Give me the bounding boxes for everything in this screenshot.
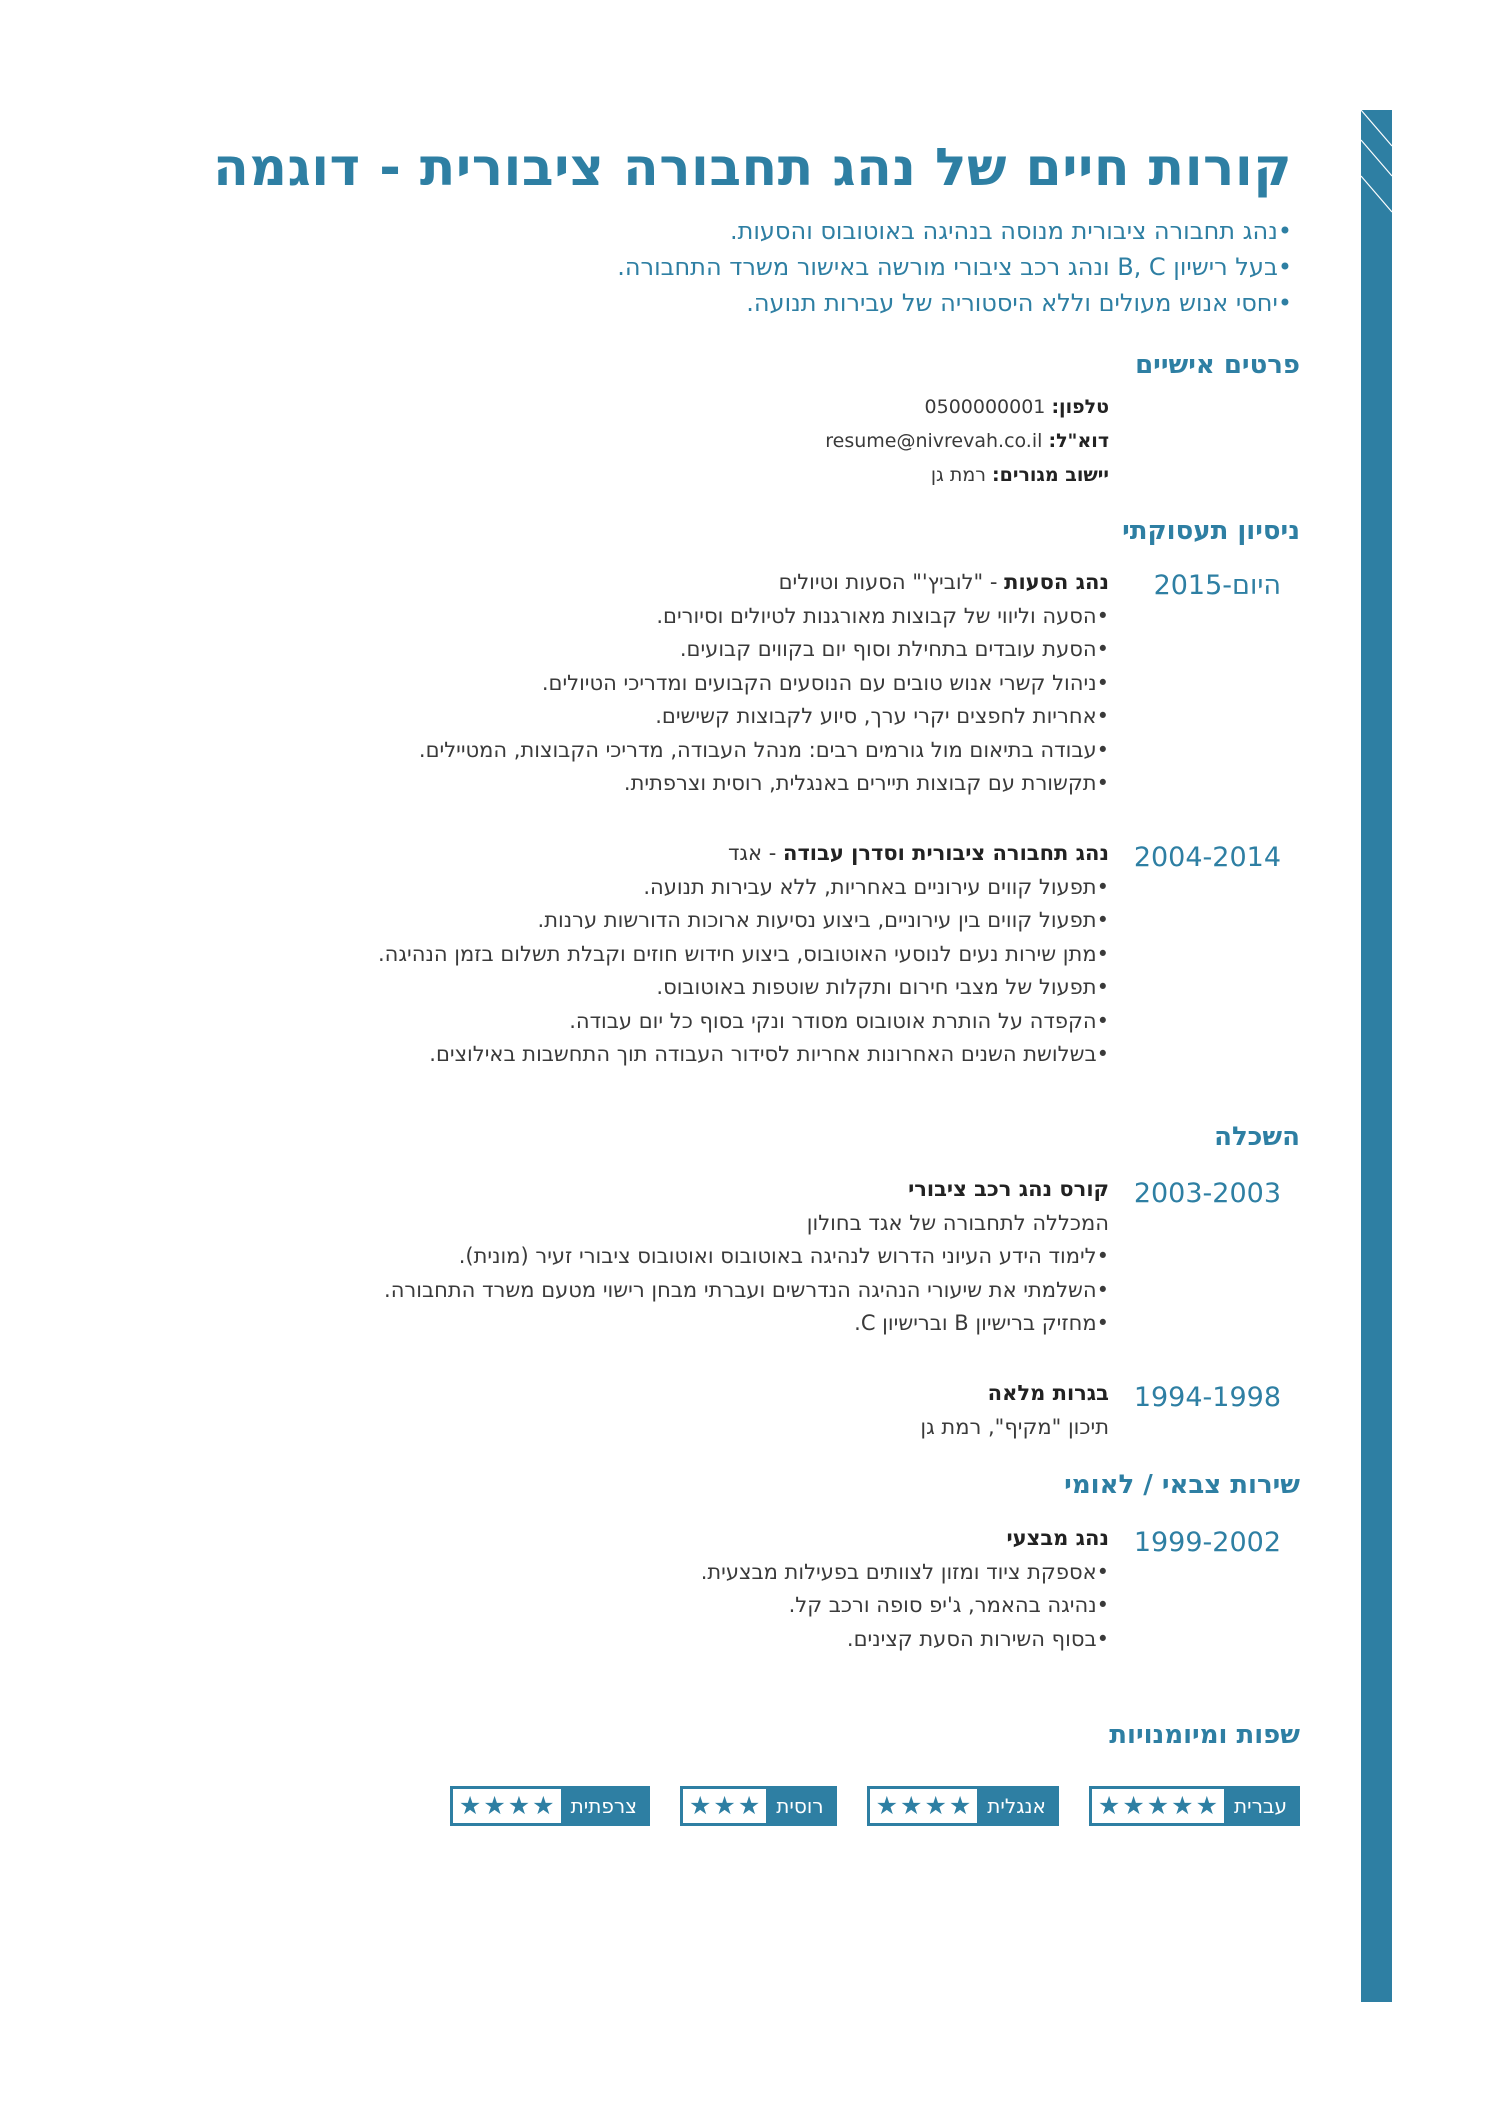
intro-line: •נהג תחבורה ציבורית מנוסה בנהיגה באוטובוס והסעות. — [729, 217, 1292, 245]
employer: - אגד — [727, 841, 784, 865]
star-icon: ★ — [688, 1791, 712, 1820]
bullet-item: •אחריות לחפצים יקרי ערך, סיוע לקבוצות קשישים. — [655, 704, 1109, 728]
bullet-item: •אספקת ציוד ומזון לצוותים בפעילות מבצעית. — [700, 1559, 1109, 1584]
section-heading-service: שירות צבאי / לאומי — [1064, 1470, 1300, 1500]
entry-heading — [701, 1522, 1109, 1556]
bullet-item: •תפעול קווים בין עירוניים, ביצוע נסיעות ארוכות הדורשות ערנות. — [537, 908, 1109, 932]
language-skills — [450, 1786, 1300, 1826]
bullet-item: •מתן שירות נעים לנוסעי האוטובוס, ביצוע חידוש חוזים וקבלת תשלום בזמן הנהיגה. — [377, 941, 1109, 966]
star-icon: ★ — [713, 1791, 736, 1820]
course-title: קורס נהג רכב ציבורי — [908, 1177, 1109, 1201]
language-rating — [1089, 1786, 1300, 1826]
language-name: רוסית — [766, 1789, 833, 1823]
experience-date: 2004-2014 — [1133, 842, 1281, 873]
service-role: נהג מבצעי — [1006, 1526, 1109, 1550]
entry-heading — [920, 1377, 1109, 1411]
language-name: אנגלית — [977, 1789, 1056, 1823]
star-icon: ★ — [948, 1791, 972, 1820]
service-date: 1999-2002 — [1133, 1527, 1281, 1558]
employer: - "לוביץ'" הסעות וטיולים — [778, 570, 1005, 594]
phone-label: טלפון: — [1051, 396, 1109, 418]
personal-details — [825, 390, 1109, 492]
star-icon: ★ — [1171, 1791, 1194, 1820]
intro-summary — [617, 213, 1292, 321]
experience-entry — [419, 566, 1109, 801]
course-title: בגרות מלאה — [987, 1381, 1109, 1405]
institution: תיכון "מקיף", רמת גן — [920, 1414, 1109, 1439]
language-name: צרפתית — [561, 1789, 647, 1823]
star-icon: ★ — [532, 1791, 555, 1820]
section-heading-personal: פרטים אישיים — [1135, 350, 1300, 380]
language-rating — [867, 1786, 1059, 1826]
language-rating — [680, 1786, 837, 1826]
bullet-item: •נהיגה בהאמר, ג'יפ סופה ורכב קל. — [788, 1593, 1109, 1617]
star-rating — [870, 1789, 978, 1823]
experience-date: 2015-היום — [1153, 570, 1281, 601]
entry-heading — [419, 566, 1109, 600]
bullet-item: •לימוד הידע העיוני הדרוש לנהיגה באוטובוס ואוטובוס ציבורי זעיר (מונית). — [458, 1244, 1109, 1268]
service-entry — [701, 1522, 1109, 1656]
star-rating — [453, 1789, 561, 1823]
star-icon: ★ — [1097, 1791, 1121, 1820]
email-label: דוא"ל: — [1048, 430, 1109, 452]
star-icon: ★ — [1122, 1791, 1145, 1820]
section-heading-languages: שפות ומיומנויות — [1109, 1720, 1300, 1750]
bullet-item: •השלמתי את שיעורי הנהיגה הנדרשים ועברתי מבחן רישוי מטעם משרד התחבורה. — [384, 1277, 1109, 1302]
section-heading-experience: ניסיון תעסוקתי — [1122, 516, 1300, 546]
bullet-item: •מחזיק ברישיון B וברישיון C. — [854, 1311, 1109, 1335]
email-value: resume@nivrevah.co.il — [825, 430, 1043, 452]
bullet-item: •ניהול קשרי אנוש טובים עם הנוסעים הקבועים ומדריכי הטיולים. — [541, 670, 1109, 695]
star-rating — [683, 1789, 766, 1823]
experience-entry — [378, 837, 1109, 1072]
bullet-item: •הסעה וליווי של קבוצות מאורגנות לטיולים וסיורים. — [656, 603, 1109, 628]
star-icon: ★ — [737, 1791, 761, 1820]
language-rating — [450, 1786, 650, 1826]
email-row — [825, 424, 1109, 458]
entry-heading — [378, 837, 1109, 871]
star-icon: ★ — [458, 1791, 482, 1820]
star-icon: ★ — [507, 1791, 531, 1820]
star-icon: ★ — [1195, 1791, 1218, 1820]
star-icon: ★ — [483, 1791, 506, 1820]
phone-value: 0500000001 — [924, 396, 1046, 418]
entry-heading — [384, 1173, 1109, 1207]
city-value: רמת גן — [930, 464, 986, 486]
bullet-item: •תפעול של מצבי חירום ותקלות שוטפות באוטובוס. — [656, 975, 1109, 999]
phone-row — [825, 390, 1109, 424]
star-icon: ★ — [1146, 1791, 1170, 1820]
education-entry — [384, 1173, 1109, 1341]
star-icon: ★ — [924, 1791, 947, 1820]
section-heading-education: השכלה — [1214, 1122, 1300, 1152]
intro-line: •בעל רישיון B, C ונהג רכב ציבורי מורשה באישור משרד התחבורה. — [617, 253, 1292, 281]
bullet-item: •תפעול קווים עירוניים באחריות, ללא עבירות תנועה. — [643, 874, 1109, 899]
bullet-item: •הסעת עובדים בתחילת וסוף יום בקווים קבועים. — [679, 637, 1109, 661]
education-date: 1994-1998 — [1133, 1382, 1281, 1413]
intro-line: •יחסי אנוש מעולים וללא היסטוריה של עבירות תנועה. — [746, 289, 1292, 317]
star-icon: ★ — [875, 1791, 899, 1820]
city-row — [825, 458, 1109, 492]
job-title: נהג הסעות — [1004, 570, 1109, 594]
job-title: נהג תחבורה ציבורית וסדרן עבודה — [783, 841, 1109, 865]
education-entry — [920, 1377, 1109, 1444]
education-date: 2003-2003 — [1133, 1178, 1281, 1209]
star-icon: ★ — [900, 1791, 923, 1820]
bullet-item: •בסוף השירות הסעת קצינים. — [846, 1626, 1109, 1651]
language-name: עברית — [1224, 1789, 1297, 1823]
bullet-item: •תקשורת עם קבוצות תיירים באנגלית, רוסית וצרפתית. — [623, 771, 1109, 795]
star-rating — [1092, 1789, 1224, 1823]
bullet-item: •הקפדה על הותרת אוטובוס מסודר ונקי בסוף כל יום עבודה. — [569, 1008, 1109, 1033]
institution: המכללה לתחבורה של אגד בחולון — [806, 1210, 1109, 1235]
city-label: יישוב מגורים: — [992, 464, 1109, 486]
page-title: קורות חיים של נהג תחבורה ציבורית - דוגמה — [213, 138, 1292, 198]
bullet-item: •עבודה בתיאום מול גורמים רבים: מנהל העבודה, מדריכי הקבוצות, המטיילים. — [418, 737, 1109, 762]
bullet-item: •בשלושת השנים האחרונות אחריות לסידור העבודה תוך התחשבות באילוצים. — [429, 1042, 1109, 1066]
